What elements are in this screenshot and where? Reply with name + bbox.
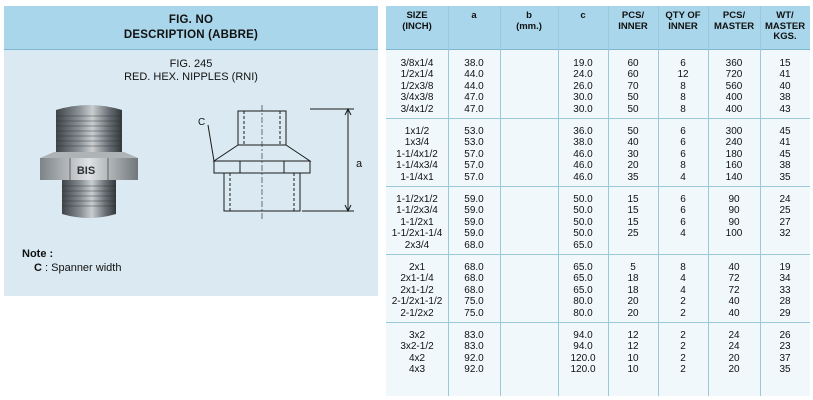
cell-c: 19.0 — [573, 58, 593, 69]
note-key: C — [34, 262, 42, 274]
cell-c: 50.0 — [573, 216, 593, 228]
cell-size: 1-1/4x1 — [400, 171, 434, 183]
cell-pcs-inner: 12 — [627, 341, 639, 353]
header-qty-inner-line: QTY OF — [665, 10, 701, 21]
cell-size: 1-1/4x3/4 — [396, 160, 438, 172]
cell-qty-inner: 2 — [680, 330, 686, 341]
cell-size: 1/2x1/4 — [400, 69, 434, 81]
cell-c: 80.0 — [573, 307, 593, 319]
cell-size: 1-1/2x1/2 — [396, 194, 438, 205]
cell-pcs-inner: 50 — [627, 103, 639, 115]
cell-c: 65.0 — [573, 284, 593, 296]
cell-c: 50.0 — [573, 194, 593, 205]
header-size — [386, 6, 448, 50]
cell-pcs-inner: 50 — [627, 126, 639, 137]
cell-size: 3x2-1/2 — [400, 341, 434, 353]
header-size-line: (INCH) — [402, 20, 432, 32]
fig-number: FIG. 245 — [169, 58, 213, 70]
cell-pcs-master: 90 — [728, 216, 740, 228]
header-description: DESCRIPTION (ABBRE) — [123, 29, 259, 41]
header-b — [500, 6, 558, 50]
drawing-label-a: a — [356, 158, 363, 170]
column-rule — [608, 6, 609, 396]
cell-qty-inner: 2 — [680, 296, 686, 308]
cell-c: 26.0 — [573, 80, 593, 92]
cell-size: 2x3/4 — [404, 239, 430, 251]
cell-size: 3x2 — [408, 330, 426, 341]
cell-a: 38.0 — [464, 58, 484, 69]
header-pcs-master — [708, 6, 760, 50]
cell-c: 50.0 — [573, 205, 593, 217]
cell-pcs-inner: 10 — [627, 364, 639, 376]
cell-c: 46.0 — [573, 148, 593, 160]
cell-a: 59.0 — [464, 216, 484, 228]
cell-pcs-inner: 20 — [627, 307, 639, 319]
cell-pcs-master: 40 — [728, 262, 740, 273]
bis-mark: BIS — [76, 165, 96, 177]
cell-pcs-master: 100 — [725, 228, 743, 240]
cell-pcs-master: 560 — [725, 80, 743, 92]
spec-table — [386, 6, 810, 396]
cell-a: 83.0 — [464, 341, 484, 353]
cell-wt-master: 40 — [779, 80, 791, 92]
note-label: Note : — [22, 248, 54, 260]
cell-pcs-master: 20 — [728, 364, 740, 376]
cell-wt-master: 25 — [779, 205, 791, 217]
group-separator — [386, 186, 810, 187]
cell-qty-inner: 12 — [677, 69, 689, 81]
cell-qty-inner: 8 — [680, 262, 686, 273]
cell-qty-inner: 6 — [680, 58, 686, 69]
column-rule — [448, 6, 449, 396]
cell-size: 4x3 — [408, 364, 426, 376]
cell-wt-master: 34 — [779, 273, 791, 285]
cell-wt-master: 33 — [779, 284, 791, 296]
header-fig-no: FIG. NO — [168, 14, 214, 26]
cell-pcs-master: 24 — [728, 341, 740, 353]
cell-wt-master: 24 — [779, 194, 791, 205]
header-a-line: a — [471, 10, 477, 21]
cell-wt-master: 27 — [779, 216, 791, 228]
column-rule — [708, 6, 709, 396]
column-rule — [760, 6, 761, 396]
cell-a: 68.0 — [464, 284, 484, 296]
cell-wt-master: 38 — [779, 92, 791, 104]
column-rule — [500, 6, 501, 396]
cell-pcs-master: 400 — [725, 92, 743, 104]
cell-qty-inner: 8 — [680, 103, 686, 115]
cell-a: 53.0 — [464, 137, 484, 149]
cell-pcs-inner: 5 — [630, 262, 636, 273]
header-b-line: b — [526, 10, 532, 21]
cell-a: 75.0 — [464, 296, 484, 308]
cell-pcs-master: 24 — [728, 330, 740, 341]
cell-qty-inner: 2 — [680, 341, 686, 353]
group-separator — [386, 118, 810, 119]
header-qty-inner-line: INNER — [668, 20, 698, 32]
dimension-drawing — [184, 105, 364, 225]
cell-size: 1-1/2x1 — [400, 216, 434, 228]
cell-wt-master: 43 — [779, 103, 791, 115]
nipple-photo — [34, 102, 144, 222]
cell-c: 46.0 — [573, 160, 593, 172]
cell-a: 92.0 — [464, 364, 484, 376]
cell-pcs-inner: 70 — [627, 80, 639, 92]
cell-wt-master: 41 — [779, 69, 791, 81]
cell-c: 65.0 — [573, 262, 593, 273]
cell-pcs-inner: 50 — [627, 92, 639, 104]
cell-qty-inner: 6 — [680, 216, 686, 228]
left-body — [4, 50, 378, 296]
cell-pcs-inner: 18 — [627, 284, 639, 296]
cell-pcs-master: 90 — [728, 205, 740, 217]
cell-c: 80.0 — [573, 296, 593, 308]
cell-a: 68.0 — [464, 239, 484, 251]
cell-wt-master: 15 — [779, 58, 791, 69]
cell-size: 2-1/2x2 — [400, 307, 434, 319]
cell-pcs-inner: 18 — [627, 273, 639, 285]
header-b-line: (mm.) — [516, 20, 542, 32]
cell-c: 65.0 — [573, 273, 593, 285]
cell-pcs-inner: 25 — [627, 228, 639, 240]
left-header — [4, 6, 378, 50]
cell-qty-inner: 4 — [680, 171, 686, 183]
cell-c: 65.0 — [573, 239, 593, 251]
cell-size: 2x1-1/2 — [400, 284, 434, 296]
cell-qty-inner: 8 — [680, 80, 686, 92]
cell-size: 1/2x3/8 — [400, 80, 434, 92]
cell-wt-master: 28 — [779, 296, 791, 308]
cell-c: 120.0 — [570, 364, 596, 376]
cell-a: 57.0 — [464, 160, 484, 172]
cell-pcs-inner: 60 — [627, 58, 639, 69]
cell-a: 59.0 — [464, 205, 484, 217]
cell-qty-inner: 6 — [680, 126, 686, 137]
header-pcs-inner — [608, 6, 658, 50]
cell-qty-inner: 6 — [680, 194, 686, 205]
cell-pcs-master: 180 — [725, 148, 743, 160]
cell-size: 1-1/2x1-1/4 — [391, 228, 443, 240]
cell-qty-inner: 6 — [680, 205, 686, 217]
cell-a: 53.0 — [464, 126, 484, 137]
cell-pcs-master: 240 — [725, 137, 743, 149]
cell-a: 44.0 — [464, 80, 484, 92]
cell-a: 47.0 — [464, 92, 484, 104]
cell-pcs-inner: 40 — [627, 137, 639, 149]
cell-qty-inner: 2 — [680, 364, 686, 376]
cell-qty-inner: 4 — [680, 284, 686, 296]
cell-c: 30.0 — [573, 92, 593, 104]
drawing-label-c: C — [198, 117, 206, 128]
cell-pcs-inner: 35 — [627, 171, 639, 183]
header-wt-master — [760, 6, 810, 50]
cell-qty-inner: 8 — [680, 160, 686, 172]
cell-c: 50.0 — [573, 228, 593, 240]
cell-a: 75.0 — [464, 307, 484, 319]
cell-size: 1-1/4x1/2 — [396, 148, 438, 160]
table-header — [386, 6, 810, 50]
note-text: : Spanner width — [45, 262, 122, 274]
cell-wt-master: 37 — [779, 352, 791, 364]
cell-size: 3/4x1/2 — [400, 103, 434, 115]
cell-pcs-master: 72 — [728, 284, 740, 296]
cell-qty-inner: 2 — [680, 352, 686, 364]
cell-pcs-master: 40 — [728, 307, 740, 319]
cell-qty-inner: 8 — [680, 92, 686, 104]
cell-pcs-master: 360 — [725, 58, 743, 69]
note-line — [34, 262, 121, 274]
cell-a: 57.0 — [464, 148, 484, 160]
cell-pcs-inner: 60 — [627, 69, 639, 81]
cell-c: 94.0 — [573, 330, 593, 341]
header-size-line: SIZE — [406, 10, 428, 21]
cell-size: 3/8x1/4 — [400, 58, 434, 69]
cell-pcs-inner: 20 — [627, 296, 639, 308]
fig-description: RED. HEX. NIPPLES (RNI) — [124, 71, 258, 83]
cell-wt-master: 35 — [779, 171, 791, 183]
group-separator — [386, 322, 810, 323]
cell-size: 4x2 — [408, 352, 426, 364]
cell-size: 1-1/2x3/4 — [396, 205, 438, 217]
cell-pcs-inner: 30 — [627, 148, 639, 160]
cell-a: 59.0 — [464, 194, 484, 205]
cell-pcs-master: 140 — [725, 171, 743, 183]
cell-wt-master: 38 — [779, 160, 791, 172]
header-c — [558, 6, 608, 50]
cell-pcs-inner: 15 — [627, 216, 639, 228]
header-wt-master-line: MASTER — [764, 20, 806, 32]
cell-a: 68.0 — [464, 273, 484, 285]
cell-wt-master: 32 — [779, 228, 791, 240]
cell-pcs-inner: 15 — [627, 194, 639, 205]
cell-qty-inner: 2 — [680, 307, 686, 319]
cell-wt-master: 41 — [779, 137, 791, 149]
cell-a: 68.0 — [464, 262, 484, 273]
header-pcs-master-line: MASTER — [713, 20, 755, 32]
cell-pcs-master: 300 — [725, 126, 743, 137]
cell-a: 59.0 — [464, 228, 484, 240]
cell-c: 46.0 — [573, 171, 593, 183]
cell-c: 38.0 — [573, 137, 593, 149]
cell-pcs-master: 90 — [728, 194, 740, 205]
header-pcs-inner-line: INNER — [618, 20, 648, 32]
header-pcs-inner-line: PCS/ — [621, 10, 645, 21]
cell-a: 44.0 — [464, 69, 484, 81]
cell-pcs-inner: 20 — [627, 160, 639, 172]
cell-pcs-master: 400 — [725, 103, 743, 115]
header-a — [448, 6, 500, 50]
cell-a: 47.0 — [464, 103, 484, 115]
group-separator — [386, 254, 810, 255]
cell-size: 1x3/4 — [404, 137, 430, 149]
header-qty-inner — [658, 6, 708, 50]
cell-pcs-master: 720 — [725, 69, 743, 81]
cell-wt-master: 29 — [779, 307, 791, 319]
cell-pcs-inner: 10 — [627, 352, 639, 364]
cell-qty-inner: 4 — [680, 228, 686, 240]
cell-size: 2-1/2x1-1/2 — [391, 296, 443, 308]
cell-size: 2x1-1/4 — [400, 273, 434, 285]
cell-size: 3/4x3/8 — [400, 92, 434, 104]
cell-c: 120.0 — [570, 352, 596, 364]
cell-size: 1x1/2 — [404, 126, 430, 137]
cell-qty-inner: 6 — [680, 148, 686, 160]
column-rule — [558, 6, 559, 396]
header-wt-master-line: WT/ — [776, 10, 794, 21]
cell-wt-master: 35 — [779, 364, 791, 376]
cell-wt-master: 23 — [779, 341, 791, 353]
cell-pcs-master: 40 — [728, 296, 740, 308]
cell-c: 30.0 — [573, 103, 593, 115]
cell-c: 24.0 — [573, 69, 593, 81]
cell-qty-inner: 6 — [680, 137, 686, 149]
cell-pcs-master: 72 — [728, 273, 740, 285]
cell-wt-master: 45 — [779, 148, 791, 160]
cell-wt-master: 45 — [779, 126, 791, 137]
header-c-line: c — [580, 10, 586, 21]
header-wt-master-line: KGS. — [773, 31, 797, 42]
cell-pcs-inner: 15 — [627, 205, 639, 217]
cell-pcs-master: 20 — [728, 352, 740, 364]
cell-wt-master: 19 — [779, 262, 791, 273]
cell-qty-inner: 4 — [680, 273, 686, 285]
cell-pcs-master: 160 — [725, 160, 743, 172]
cell-wt-master: 26 — [779, 330, 791, 341]
cell-a: 83.0 — [464, 330, 484, 341]
cell-size: 2x1 — [408, 262, 426, 273]
cell-a: 92.0 — [464, 352, 484, 364]
cell-a: 57.0 — [464, 171, 484, 183]
cell-c: 94.0 — [573, 341, 593, 353]
header-pcs-master-line: PCS/ — [722, 10, 746, 21]
cell-c: 36.0 — [573, 126, 593, 137]
column-rule — [658, 6, 659, 396]
cell-pcs-inner: 12 — [627, 330, 639, 341]
